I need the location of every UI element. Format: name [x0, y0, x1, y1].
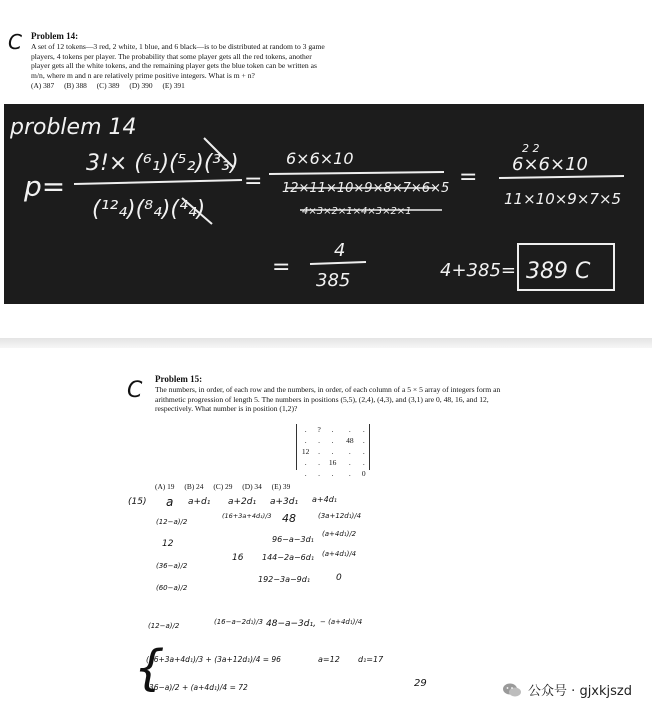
- board-heading: problem 14: [10, 115, 137, 140]
- choice-b: (B) 24: [184, 482, 204, 491]
- work-r4c4: 144−2a−6d₁: [262, 553, 315, 562]
- blackboard-solution: [4, 104, 644, 304]
- work-r2c5: (3a+12d₁)/4: [318, 512, 362, 520]
- work-r3c1: 12: [162, 539, 174, 549]
- section-divider: [0, 338, 652, 348]
- work-mid1: (12−a)/2: [148, 622, 180, 630]
- work-row1-c3: a+2d₁: [228, 497, 257, 507]
- board-den4: 385: [316, 270, 351, 291]
- work-r5c4: 192−3a−9d₁: [258, 575, 311, 584]
- matrix-cell: .: [331, 425, 334, 434]
- work-r2c4: 48: [282, 512, 296, 525]
- work-r5c1: (60−a)/2: [156, 584, 188, 592]
- matrix-cell: .: [331, 436, 334, 445]
- matrix-cell: .: [304, 469, 307, 478]
- matrix-cell: ?: [317, 425, 321, 434]
- work-sol-d: d₁=17: [358, 655, 384, 664]
- board-num3: 6×6×10: [512, 154, 588, 175]
- work-r2c1: (12−a)/2: [156, 518, 188, 526]
- choice-d: (D) 390: [129, 81, 153, 90]
- work-row1-c2: a+d₁: [188, 497, 211, 507]
- board-eq3: =: [272, 255, 291, 280]
- answer-marker-15: C: [127, 378, 143, 403]
- matrix-cell: 12: [301, 447, 310, 456]
- work-eqB: (36−a)/2 + (a+4d₁)/4 = 72: [146, 683, 248, 692]
- wechat-icon: [502, 682, 522, 698]
- matrix-cell: .: [348, 458, 351, 467]
- work-r4c1: (36−a)/2: [156, 562, 188, 570]
- matrix-table: [297, 424, 369, 479]
- work-r2c3: (16+3a+4d₁)/3: [222, 512, 272, 520]
- matrix-cell: .: [362, 447, 365, 456]
- board-num4: 4: [334, 240, 346, 261]
- board-den2: 12×11×10×9×8×7×6×5: [282, 181, 450, 196]
- matrix-cell: .: [304, 458, 307, 467]
- matrix-cell: .: [348, 469, 351, 478]
- problem-14-choices: [31, 81, 193, 90]
- matrix-cell: 0: [361, 469, 366, 478]
- work-r5c5: 0: [336, 573, 342, 583]
- matrix-cell: .: [348, 425, 351, 434]
- choice-a: (A) 387: [31, 81, 55, 90]
- problem-15-title: Problem 15:: [155, 374, 203, 384]
- matrix-cell: .: [348, 447, 351, 456]
- matrix-cell: .: [304, 436, 307, 445]
- choice-c: (C) 389: [96, 81, 120, 90]
- board-den1: (¹²₄)(⁸₄)(⁴₄): [92, 197, 206, 222]
- problem-14-text: A set of 12 tokens—3 red, 2 white, 1 blue, and 6 black—is to be distributed at random to 3 game players, 4 tokens per player. The probability that some player gets all the red tokens, another player gets all the white tokens, and the remaining player gets the blue token can be written as m/n, where m and n are relatively prime positive integers. What is m + n?: [31, 42, 325, 80]
- work-mid4: − (a+4d₁)/4: [320, 618, 363, 626]
- matrix-cell: .: [318, 458, 321, 467]
- choice-e: (E) 39: [271, 482, 291, 491]
- brace: {: [134, 640, 165, 696]
- problem-15-text: The numbers, in order, of each row and the numbers, in order, of each column of a 5 × 5 array of integers form an arithmetic progression of length 5. The numbers in positions (5,5), (2,4), (4,3), and (3,1) are 0, 48, 16, and 12, respectively. What number is in position (1,2)?: [155, 385, 501, 414]
- section-gap: [0, 304, 652, 338]
- choice-d: (D) 34: [242, 482, 262, 491]
- work-r3c4: 96−a−3d₁: [272, 535, 314, 544]
- matrix-cell: .: [362, 458, 365, 467]
- choice-e: (E) 391: [162, 81, 185, 90]
- matrix-cell: .: [318, 436, 321, 445]
- board-num1: 3!× (⁶₁)(⁵₂)(³₃): [86, 151, 239, 176]
- work-eqA: (16+3a+4d₁)/3 + (3a+12d₁)/4 = 96: [146, 655, 281, 664]
- matrix-cell: 16: [328, 458, 337, 467]
- matrix-cell: .: [331, 447, 334, 456]
- work-sol-a: a=12: [318, 655, 340, 664]
- board-eq2: =: [459, 165, 478, 190]
- watermark: [502, 680, 632, 699]
- choice-b: (B) 388: [64, 81, 87, 90]
- board-num2: 6×6×10: [286, 149, 354, 168]
- board-small3: 2 2: [522, 142, 540, 155]
- board-answer: 389 C: [526, 259, 591, 284]
- board-eq1: =: [244, 169, 263, 194]
- watermark-text: 公众号 · gjxkjszd: [528, 684, 632, 699]
- answer-marker-14: C: [8, 30, 22, 54]
- problem-14-title: Problem 14:: [31, 31, 79, 41]
- work-r3c5: (a+4d₁)/2: [322, 530, 357, 538]
- board-p-label: p=: [24, 170, 66, 203]
- matrix-cell: .: [362, 436, 365, 445]
- matrix-cell: .: [318, 447, 321, 456]
- board-den3: 11×10×9×7×5: [504, 190, 622, 208]
- matrix-cell: 48: [346, 436, 354, 445]
- work-row1-c1: a: [166, 495, 174, 509]
- matrix-cell: .: [318, 469, 321, 478]
- work-r4c3: 16: [232, 553, 244, 563]
- work-row1-c5: a+4d₁: [312, 495, 337, 504]
- choice-a: (A) 19: [155, 482, 175, 491]
- board-sum: 4+385=: [440, 260, 516, 281]
- board-den2b: 4×3×2×1×4×3×2×1: [302, 206, 412, 217]
- matrix-cell: .: [362, 425, 365, 434]
- matrix-cell: .: [304, 425, 307, 434]
- work-row1-c4: a+3d₁: [270, 497, 299, 507]
- work-result: 29: [414, 678, 427, 689]
- work-label: (15): [128, 497, 147, 507]
- work-r4c5: (a+4d₁)/4: [322, 550, 357, 558]
- matrix-cell: .: [331, 469, 334, 478]
- work-mid3: 48−a−3d₁,: [266, 619, 316, 629]
- work-mid2: (16−a−2d₁)/3: [214, 618, 263, 626]
- choice-c: (C) 29: [213, 482, 233, 491]
- array-matrix: [296, 424, 370, 478]
